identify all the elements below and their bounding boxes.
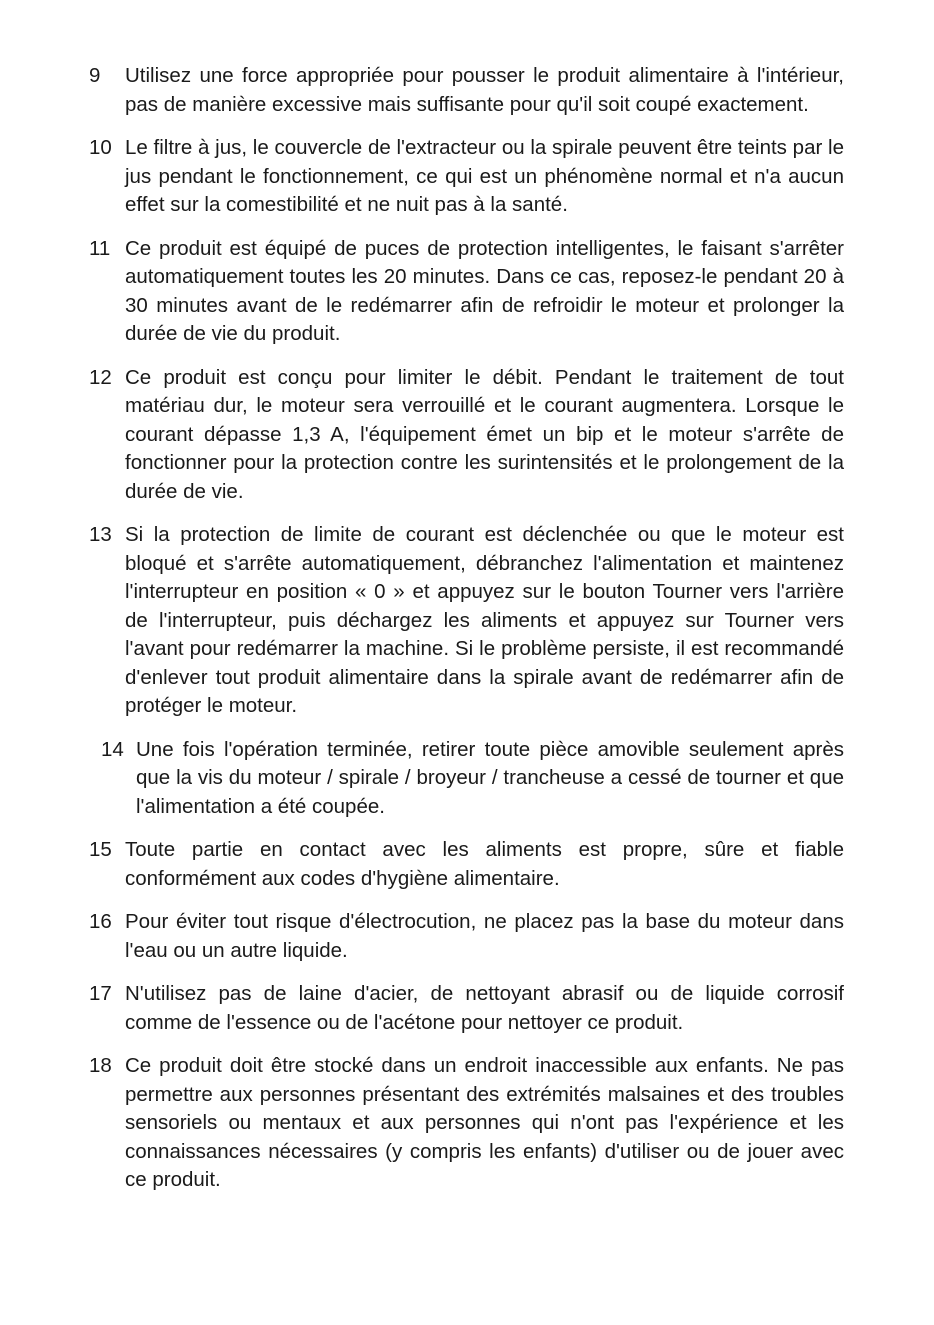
item-number: 13 [89, 523, 112, 546]
item-number: 18 [89, 1054, 112, 1077]
item-text: Ce produit doit être stocké dans un endroit inaccessible aux enfants. Ne pas permettre aux personnes présentant des extrémités malsaines et des troubles sensoriels ou mentaux et aux personnes qui n'ont pas l'expérience et les connaissances nécessaires (y compris les enfants) d'utiliser ou de jouer avec ce produit. [125, 1054, 844, 1191]
item-number: 10 [89, 136, 112, 159]
list-item [0, 364, 934, 507]
list-item [0, 1052, 934, 1195]
item-text: Le filtre à jus, le couvercle de l'extracteur ou la spirale peuvent être teints par le jus pendant le fonctionnement, ce qui est un phénomène normal et n'a aucun effet sur la comestibilité et ne nuit pas à la santé. [125, 136, 844, 216]
item-number: 17 [89, 982, 112, 1005]
list-item [0, 836, 934, 893]
item-number: 9 [89, 64, 101, 87]
list-item [0, 521, 934, 721]
item-number: 16 [89, 910, 112, 933]
item-text: Si la protection de limite de courant est déclenchée ou que le moteur est bloqué et s'arrête automatiquement, débranchez l'alimentation et maintenez l'interrupteur en position « 0 » et appuyez sur le bouton Tourner vers l'arrière de l'interrupteur, puis déchargez les aliments et appuyez sur Tourner vers l'avant pour redémarrer la machine. Si le problème persiste, il est recommandé d'enlever tout produit alimentaire dans la spirale avant de redémarrer afin de protéger le moteur. [125, 523, 844, 717]
list-item [0, 980, 934, 1037]
item-number: 11 [89, 236, 111, 260]
item-text: N'utilisez pas de laine d'acier, de nettoyant abrasif ou de liquide corrosif comme de l'essence ou de l'acétone pour nettoyer ce produit. [125, 982, 844, 1034]
item-number: 15 [89, 838, 112, 861]
item-text: Ce produit est équipé de puces de protection intelligentes, le faisant s'arrêter automatiquement toutes les 20 minutes. Dans ce cas, reposez-le pendant 20 à 30 minutes avant de le redémarrer afin de refroidir le moteur et prolonger la durée de vie du produit. [125, 236, 844, 345]
list-item [0, 736, 934, 822]
item-text: Pour éviter tout risque d'électrocution, ne placez pas la base du moteur dans l'eau ou un autre liquide. [125, 910, 844, 962]
list-item [0, 62, 934, 119]
item-number: 12 [89, 365, 112, 389]
item-number: 14 [101, 737, 124, 761]
instruction-list [0, 62, 934, 1210]
item-text: Toute partie en contact avec les aliments est propre, sûre et fiable conformément aux codes d'hygiène alimentaire. [125, 838, 844, 890]
item-text: Une fois l'opération terminée, retirer toute pièce amovible seulement après que la vis du moteur / spirale / broyeur / trancheuse a cessé de tourner et que l'alimentation a été coupée. [136, 737, 844, 818]
list-item [0, 908, 934, 965]
item-text: Utilisez une force appropriée pour pousser le produit alimentaire à l'intérieur, pas de manière excessive mais suffisante pour qu'il soit coupé exactement. [125, 64, 844, 116]
item-text: Ce produit est conçu pour limiter le débit. Pendant le traitement de tout matériau dur, le moteur sera verrouillé et le courant augmentera. Lorsque le courant dépasse 1,3 A, l'équipement émet un bip et le moteur s'arrête de fonctionner pour la protection contre les surintensités et le prolongement de la durée de vie. [125, 365, 844, 503]
list-item [0, 134, 934, 220]
list-item [0, 235, 934, 349]
